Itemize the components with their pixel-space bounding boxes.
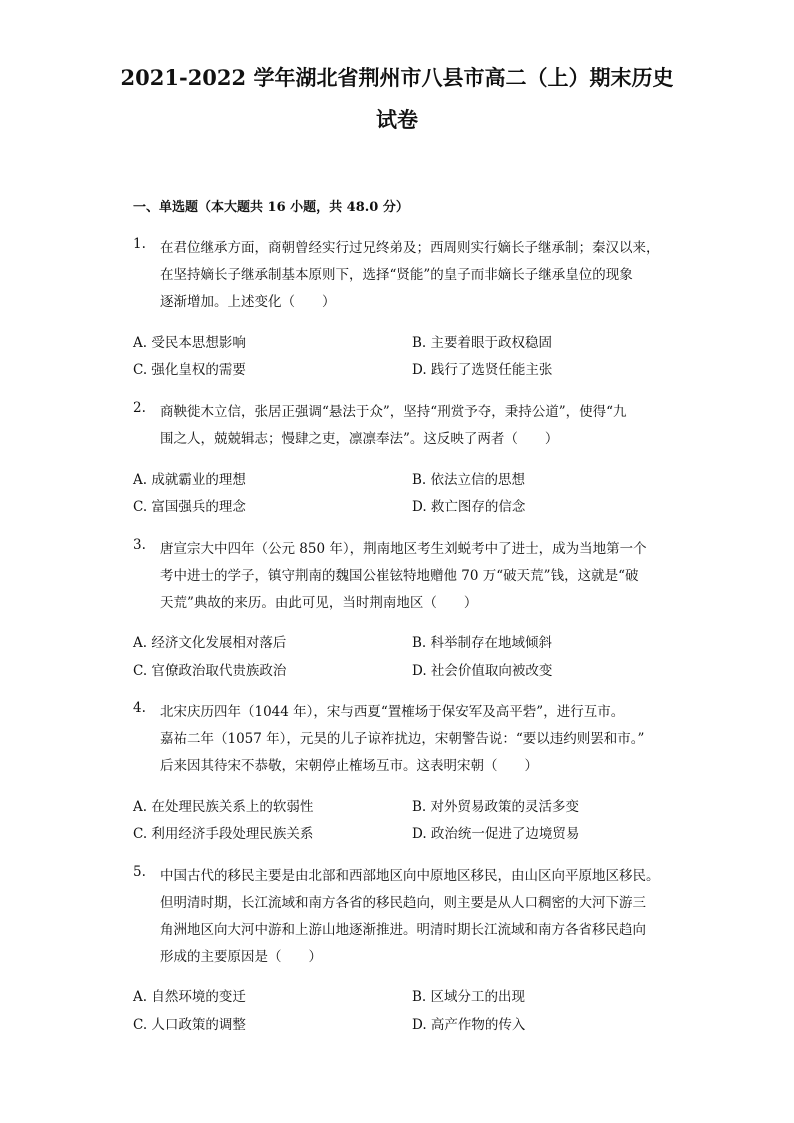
option-b: B. 主要着眼于政权稳固 (412, 335, 553, 351)
exam-title-line-1: 2021-2022 学年湖北省荆州市八县市高二（上）期末历史 (120, 65, 674, 90)
option-c: C. 人口政策的调整 (133, 1017, 246, 1033)
question-text-line: 但明清时期，长江流域和南方各省的移民趋向，则主要是从人口稠密的大河下游三 (160, 895, 646, 911)
option-a: A. 经济文化发展相对落后 (133, 635, 287, 651)
option-a: A. 自然环境的变迁 (133, 989, 246, 1005)
question-text-line: 形成的主要原因是（ ） (160, 949, 322, 965)
option-c: C. 富国强兵的理念 (133, 499, 246, 515)
exam-title-line-2: 试卷 (376, 107, 418, 132)
option-d: D. 高产作物的传入 (412, 1017, 526, 1033)
question-number: 4. (133, 700, 146, 716)
option-a: A. 受民本思想影响 (133, 335, 246, 351)
option-b: B. 区域分工的出现 (412, 989, 526, 1005)
question-text-line: 唐宣宗大中四年（公元 850 年），荆南地区考生刘蜕考中了进士，成为当地第一个 (160, 541, 647, 557)
question-text-line: 中国古代的移民主要是由北部和西部地区向中原地区移民，由山区向平原地区移民。 (160, 868, 660, 884)
option-d: D. 社会价值取向被改变 (412, 663, 553, 679)
question-text-line: 围之人，兢兢辑志；慢肆之吏，凛凛奉法”。这反映了两者（ ） (160, 431, 559, 447)
question-text-line: 嘉祐二年（1057 年），元昊的儿子谅祚扰边，宋朝警告说：“要以违约则罢和市。” (160, 731, 645, 747)
option-c: C. 利用经济手段处理民族关系 (133, 826, 314, 842)
option-b: B. 科举制存在地域倾斜 (412, 635, 553, 651)
question-text-line: 在君位继承方面，商朝曾经实行过兄终弟及；西周则实行嫡长子继承制；秦汉以来， (160, 240, 660, 256)
option-a: A. 在处理民族关系上的软弱性 (133, 799, 314, 815)
option-d: D. 践行了选贤任能主张 (412, 362, 553, 378)
question-text-line: 后来因其待宋不恭敬，宋朝停止榷场互市。这表明宋朝（ ） (160, 758, 538, 774)
option-b: B. 依法立信的思想 (412, 472, 526, 488)
section-heading: 一、单选题（本大题共 16 小题，共 48.0 分） (133, 200, 409, 215)
question-text-line: 北宋庆历四年（1044 年），宋与西夏“置榷场于保安军及高平砦”，进行互市。 (160, 704, 625, 720)
option-d: D. 政治统一促进了边境贸易 (412, 826, 580, 842)
question-number: 2. (133, 400, 146, 416)
option-b: B. 对外贸易政策的灵活多变 (412, 799, 580, 815)
option-c: C. 官僚政治取代贵族政治 (133, 663, 287, 679)
question-text-line: 角洲地区向大河中游和上游山地逐渐推进。明清时期长江流域和南方各省移民趋向 (160, 922, 646, 938)
question-number: 1. (133, 236, 146, 252)
question-number: 3. (133, 537, 146, 553)
question-text-line: 天荒”典故的来历。由此可见，当时荆南地区（ ） (160, 595, 478, 611)
question-text-line: 在坚持嫡长子继承制基本原则下，选择“贤能”的皇子而非嫡长子继承皇位的现象 (160, 267, 633, 283)
option-c: C. 强化皇权的需要 (133, 362, 246, 378)
question-text-line: 逐渐增加。上述变化（ ） (160, 294, 336, 310)
question-text-line: 考中进士的学子，镇守荆南的魏国公崔铉特地赠他 70 万“破天荒”钱，这就是“破 (160, 568, 639, 584)
option-a: A. 成就霸业的理想 (133, 472, 246, 488)
question-number: 5. (133, 864, 146, 880)
option-d: D. 救亡图存的信念 (412, 499, 526, 515)
question-text-line: 商鞅徙木立信，张居正强调“悬法于众”，坚持“刑赏予夺，秉持公道”，使得“九 (160, 404, 627, 420)
